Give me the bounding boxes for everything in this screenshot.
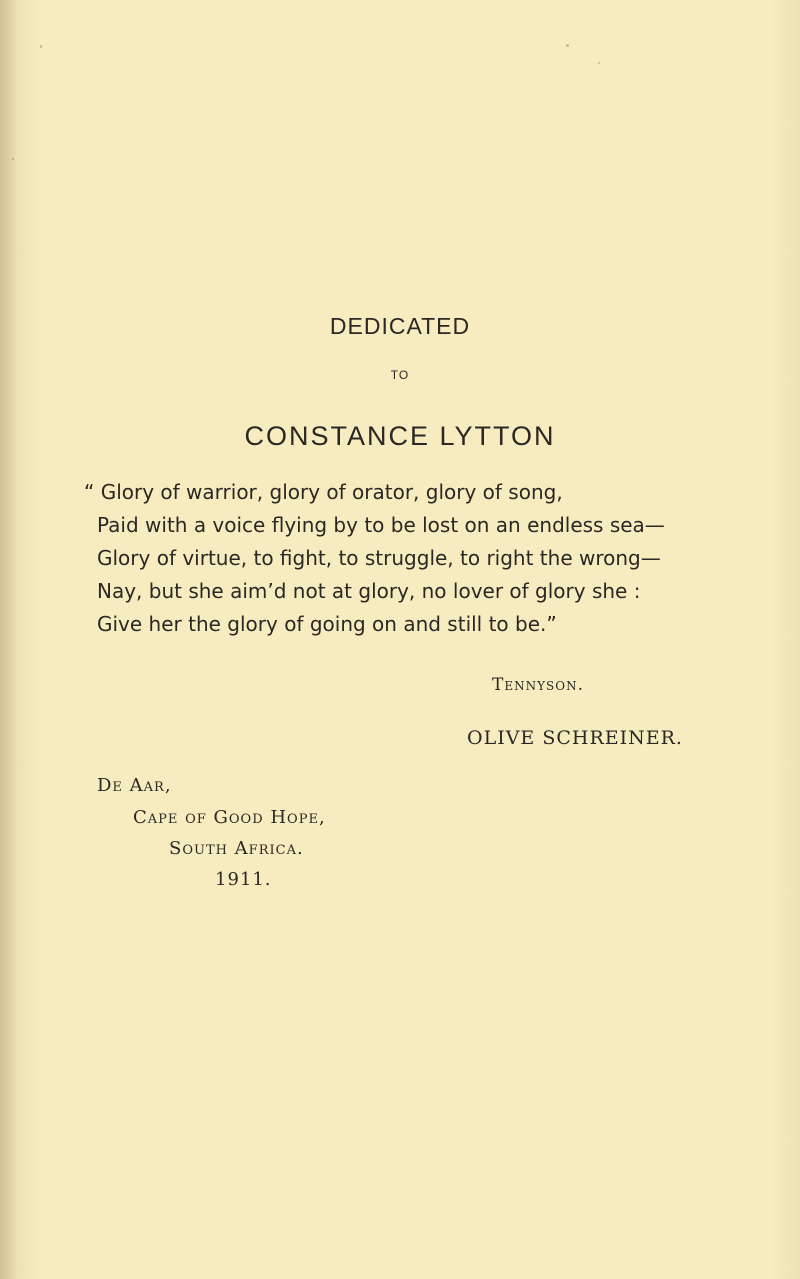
epigraph-line: Give her the glory of going on and still to be.” [97,612,557,636]
epigraph-attribution: Tennyson. [492,675,584,695]
dedication-to: TO [390,368,410,382]
paper-speck [598,62,600,64]
epigraph-line: Glory of virtue, to fight, to struggle, to right the wrong— [97,546,661,570]
dedication-heading: DEDICATED [329,313,471,339]
paper-speck [566,44,569,47]
place-line-1: De Aar, [97,775,172,796]
dedicatee-name: CONSTANCE LYTTON [244,421,556,451]
page-gutter-shadow [0,0,18,1279]
epigraph-line: Nay, but she aim’d not at glory, no lover of glory she : [97,579,641,603]
place-line-2: Cape of Good Hope, [133,807,326,828]
place-line-3: South Africa. [169,838,304,859]
epigraph-line: “ Glory of warrior, glory of orator, glory of song, [84,480,563,504]
paper-speck [12,158,14,160]
author-signature: OLIVE SCHREINER. [467,727,683,749]
place-year: 1911. [215,869,272,890]
epigraph-line: Paid with a voice flying by to be lost on an endless sea— [97,513,665,537]
paper-speck [40,45,42,48]
